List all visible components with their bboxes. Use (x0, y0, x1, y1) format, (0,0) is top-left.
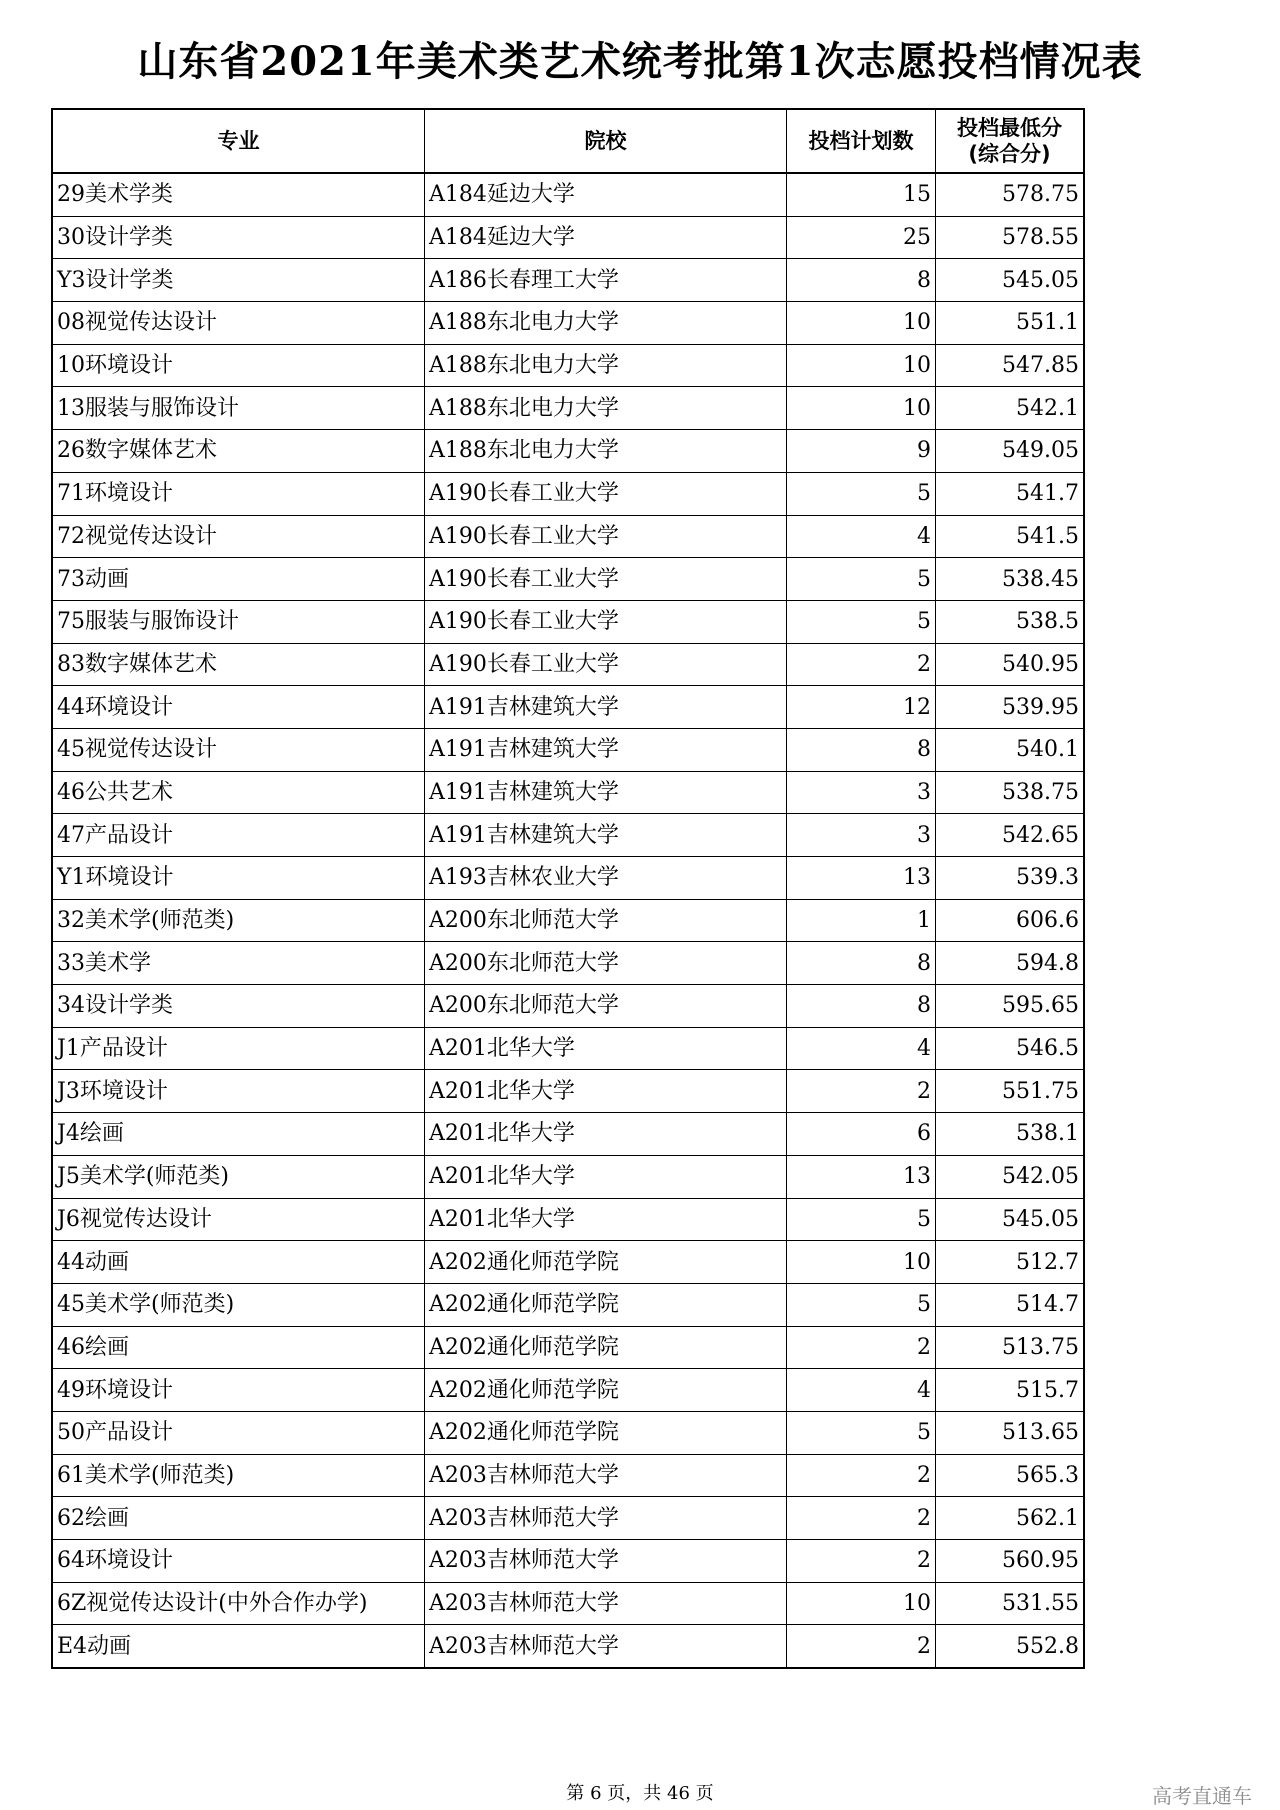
plan-cell: 13 (787, 1155, 936, 1198)
table-header (52, 109, 1084, 173)
plan-cell: 2 (787, 1625, 936, 1668)
table-row (52, 728, 1084, 771)
major-cell: 33美术学 (52, 942, 425, 985)
header-school: 院校 (425, 109, 787, 173)
school-cell: A191吉林建筑大学 (425, 728, 787, 771)
table-row (52, 985, 1084, 1028)
school-cell: A190长春工业大学 (425, 643, 787, 686)
school-cell: A190长春工业大学 (425, 600, 787, 643)
plan-cell: 6 (787, 1113, 936, 1156)
table-row (52, 1540, 1084, 1583)
school-cell: A200东北师范大学 (425, 942, 787, 985)
score-cell: 565.3 (936, 1454, 1085, 1497)
school-cell: A202通化师范学院 (425, 1326, 787, 1369)
table-row (52, 857, 1084, 900)
plan-cell: 10 (787, 1241, 936, 1284)
score-cell: 538.5 (936, 600, 1085, 643)
score-cell: 547.85 (936, 344, 1085, 387)
score-cell: 531.55 (936, 1582, 1085, 1625)
school-cell: A193吉林农业大学 (425, 857, 787, 900)
table-row (52, 302, 1084, 345)
score-cell: 551.1 (936, 302, 1085, 345)
major-cell: J5美术学(师范类) (52, 1155, 425, 1198)
table-row (52, 173, 1084, 216)
plan-cell: 5 (787, 1283, 936, 1326)
score-cell: 538.45 (936, 558, 1085, 601)
header-score-line2: (综合分) (968, 142, 1051, 166)
score-cell: 540.95 (936, 643, 1085, 686)
table-row (52, 600, 1084, 643)
plan-cell: 2 (787, 1454, 936, 1497)
score-cell: 545.05 (936, 1198, 1085, 1241)
table-row (52, 1582, 1084, 1625)
school-cell: A191吉林建筑大学 (425, 814, 787, 857)
plan-cell: 2 (787, 643, 936, 686)
major-cell: 29美术学类 (52, 173, 425, 216)
table-row (52, 1070, 1084, 1113)
table-row (52, 1113, 1084, 1156)
score-cell: 560.95 (936, 1540, 1085, 1583)
major-cell: 45美术学(师范类) (52, 1283, 425, 1326)
score-cell: 539.3 (936, 857, 1085, 900)
table-row (52, 1411, 1084, 1454)
score-cell: 541.7 (936, 472, 1085, 515)
table-row (52, 387, 1084, 430)
school-cell: A202通化师范学院 (425, 1283, 787, 1326)
plan-cell: 10 (787, 387, 936, 430)
major-cell: 83数字媒体艺术 (52, 643, 425, 686)
major-cell: 49环境设计 (52, 1369, 425, 1412)
table-row (52, 1155, 1084, 1198)
score-cell: 595.65 (936, 985, 1085, 1028)
score-cell: 542.1 (936, 387, 1085, 430)
plan-cell: 8 (787, 985, 936, 1028)
major-cell: 72视觉传达设计 (52, 515, 425, 558)
plan-cell: 25 (787, 216, 936, 259)
table-row (52, 344, 1084, 387)
school-cell: A188东北电力大学 (425, 430, 787, 473)
page-footer: 第 6 页，共 46 页 (566, 1783, 714, 1804)
plan-cell: 15 (787, 173, 936, 216)
header-score-line1: 投档最低分 (957, 116, 1062, 140)
major-cell: 34设计学类 (52, 985, 425, 1028)
plan-cell: 2 (787, 1070, 936, 1113)
school-cell: A201北华大学 (425, 1198, 787, 1241)
school-cell: A203吉林师范大学 (425, 1625, 787, 1668)
major-cell: 44环境设计 (52, 686, 425, 729)
score-cell: 606.6 (936, 899, 1085, 942)
plan-cell: 5 (787, 1411, 936, 1454)
major-cell: 45视觉传达设计 (52, 728, 425, 771)
score-cell: 578.55 (936, 216, 1085, 259)
score-cell: 545.05 (936, 259, 1085, 302)
table-body (52, 173, 1084, 1668)
school-cell: A190长春工业大学 (425, 472, 787, 515)
table-row (52, 1027, 1084, 1070)
table-row (52, 1454, 1084, 1497)
score-cell: 542.05 (936, 1155, 1085, 1198)
major-cell: 73动画 (52, 558, 425, 601)
major-cell: 47产品设计 (52, 814, 425, 857)
school-cell: A201北华大学 (425, 1155, 787, 1198)
header-major: 专业 (52, 109, 425, 173)
school-cell: A190长春工业大学 (425, 515, 787, 558)
watermark: 高考直通车 (1152, 1784, 1252, 1808)
major-cell: 46公共艺术 (52, 771, 425, 814)
school-cell: A200东北师范大学 (425, 899, 787, 942)
school-cell: A186长春理工大学 (425, 259, 787, 302)
school-cell: A200东北师范大学 (425, 985, 787, 1028)
table-row (52, 259, 1084, 302)
header-row (52, 109, 1084, 173)
major-cell: 75服装与服饰设计 (52, 600, 425, 643)
header-score (936, 109, 1085, 173)
school-cell: A202通化师范学院 (425, 1241, 787, 1284)
admission-table (51, 108, 1085, 1669)
score-cell: 540.1 (936, 728, 1085, 771)
major-cell: 6Z视觉传达设计(中外合作办学) (52, 1582, 425, 1625)
plan-cell: 8 (787, 728, 936, 771)
school-cell: A201北华大学 (425, 1070, 787, 1113)
table-row (52, 558, 1084, 601)
table-row (52, 472, 1084, 515)
major-cell: 13服装与服饰设计 (52, 387, 425, 430)
major-cell: 61美术学(师范类) (52, 1454, 425, 1497)
major-cell: 44动画 (52, 1241, 425, 1284)
score-cell: 538.1 (936, 1113, 1085, 1156)
school-cell: A191吉林建筑大学 (425, 686, 787, 729)
table-row (52, 1625, 1084, 1668)
school-cell: A203吉林师范大学 (425, 1454, 787, 1497)
plan-cell: 10 (787, 1582, 936, 1625)
table-row (52, 1326, 1084, 1369)
score-cell: 542.65 (936, 814, 1085, 857)
plan-cell: 4 (787, 1027, 936, 1070)
score-cell: 513.75 (936, 1326, 1085, 1369)
plan-cell: 5 (787, 600, 936, 643)
major-cell: 62绘画 (52, 1497, 425, 1540)
table-row (52, 430, 1084, 473)
major-cell: 50产品设计 (52, 1411, 425, 1454)
major-cell: Y3设计学类 (52, 259, 425, 302)
plan-cell: 3 (787, 771, 936, 814)
plan-cell: 8 (787, 942, 936, 985)
table-row (52, 1283, 1084, 1326)
score-cell: 512.7 (936, 1241, 1085, 1284)
major-cell: J1产品设计 (52, 1027, 425, 1070)
major-cell: 10环境设计 (52, 344, 425, 387)
score-cell: 541.5 (936, 515, 1085, 558)
table-row (52, 1497, 1084, 1540)
plan-cell: 1 (787, 899, 936, 942)
major-cell: 30设计学类 (52, 216, 425, 259)
score-cell: 514.7 (936, 1283, 1085, 1326)
school-cell: A203吉林师范大学 (425, 1497, 787, 1540)
school-cell: A202通化师范学院 (425, 1369, 787, 1412)
plan-cell: 5 (787, 558, 936, 601)
plan-cell: 2 (787, 1540, 936, 1583)
header-plan: 投档计划数 (787, 109, 936, 173)
major-cell: 71环境设计 (52, 472, 425, 515)
major-cell: J4绘画 (52, 1113, 425, 1156)
plan-cell: 9 (787, 430, 936, 473)
school-cell: A203吉林师范大学 (425, 1582, 787, 1625)
major-cell: 46绘画 (52, 1326, 425, 1369)
score-cell: 562.1 (936, 1497, 1085, 1540)
major-cell: E4动画 (52, 1625, 425, 1668)
plan-cell: 5 (787, 472, 936, 515)
table-row (52, 1241, 1084, 1284)
page-title: 山东省2021年美术类艺术统考批第1次志愿投档情况表 (137, 38, 1143, 85)
major-cell: 64环境设计 (52, 1540, 425, 1583)
plan-cell: 4 (787, 1369, 936, 1412)
school-cell: A184延边大学 (425, 216, 787, 259)
score-cell: 515.7 (936, 1369, 1085, 1412)
major-cell: J3环境设计 (52, 1070, 425, 1113)
score-cell: 551.75 (936, 1070, 1085, 1113)
plan-cell: 10 (787, 344, 936, 387)
score-cell: 538.75 (936, 771, 1085, 814)
school-cell: A188东北电力大学 (425, 387, 787, 430)
school-cell: A184延边大学 (425, 173, 787, 216)
school-cell: A188东北电力大学 (425, 344, 787, 387)
table-row (52, 814, 1084, 857)
major-cell: Y1环境设计 (52, 857, 425, 900)
score-cell: 513.65 (936, 1411, 1085, 1454)
table-row (52, 515, 1084, 558)
score-cell: 549.05 (936, 430, 1085, 473)
plan-cell: 4 (787, 515, 936, 558)
table-row (52, 899, 1084, 942)
major-cell: 26数字媒体艺术 (52, 430, 425, 473)
plan-cell: 2 (787, 1326, 936, 1369)
school-cell: A190长春工业大学 (425, 558, 787, 601)
table-row (52, 942, 1084, 985)
school-cell: A201北华大学 (425, 1113, 787, 1156)
table-row (52, 1369, 1084, 1412)
major-cell: 08视觉传达设计 (52, 302, 425, 345)
school-cell: A188东北电力大学 (425, 302, 787, 345)
plan-cell: 3 (787, 814, 936, 857)
plan-cell: 2 (787, 1497, 936, 1540)
plan-cell: 10 (787, 302, 936, 345)
table-row (52, 686, 1084, 729)
score-cell: 552.8 (936, 1625, 1085, 1668)
plan-cell: 13 (787, 857, 936, 900)
table-row (52, 216, 1084, 259)
plan-cell: 5 (787, 1198, 936, 1241)
table-row (52, 643, 1084, 686)
score-cell: 578.75 (936, 173, 1085, 216)
table-row (52, 1198, 1084, 1241)
school-cell: A203吉林师范大学 (425, 1540, 787, 1583)
score-cell: 594.8 (936, 942, 1085, 985)
table-row (52, 771, 1084, 814)
school-cell: A202通化师范学院 (425, 1411, 787, 1454)
school-cell: A201北华大学 (425, 1027, 787, 1070)
major-cell: J6视觉传达设计 (52, 1198, 425, 1241)
score-cell: 539.95 (936, 686, 1085, 729)
score-cell: 546.5 (936, 1027, 1085, 1070)
plan-cell: 8 (787, 259, 936, 302)
major-cell: 32美术学(师范类) (52, 899, 425, 942)
plan-cell: 12 (787, 686, 936, 729)
school-cell: A191吉林建筑大学 (425, 771, 787, 814)
